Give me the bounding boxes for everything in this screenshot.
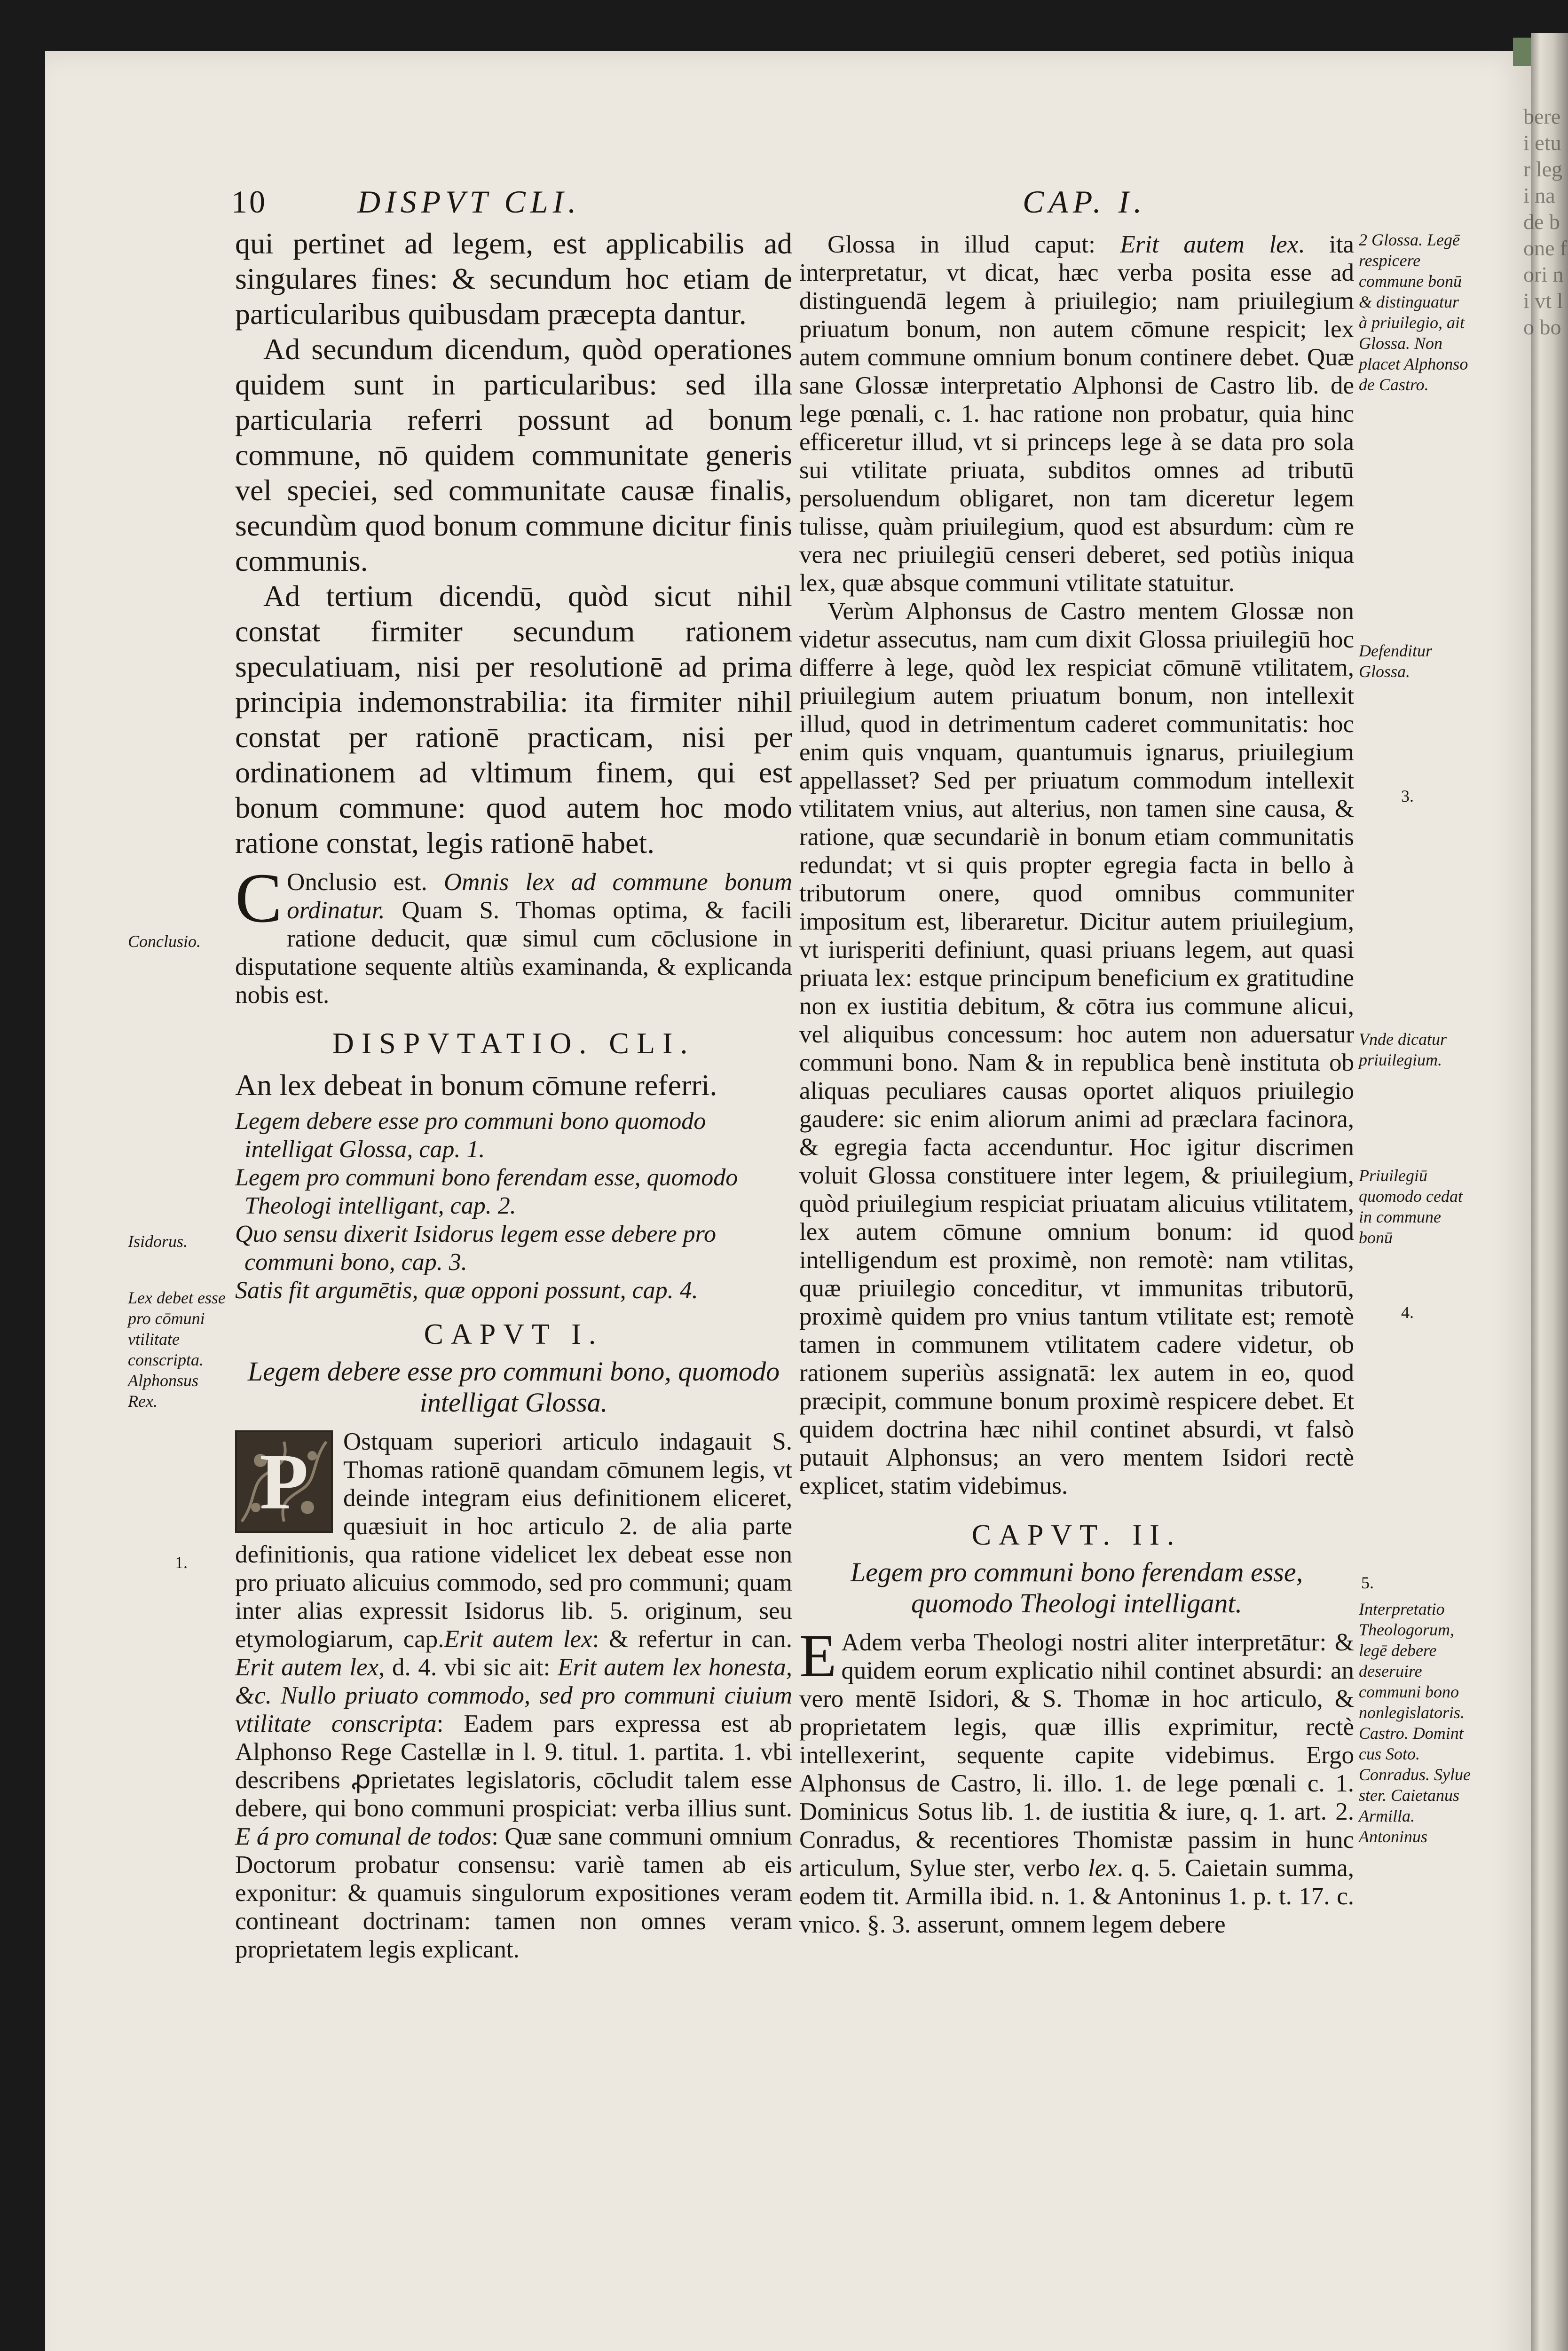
caput-subtitle: Legem debere esse pro communi bono, quomodo intelligat Glossa. [247,1356,780,1418]
ornamental-initial [235,1430,333,1533]
text-italic: lex [1087,1854,1117,1882]
text-italic: E á pro comunal de todos [235,1823,492,1850]
text-italic: Erit autem lex [444,1625,592,1653]
toc-item: Legem pro communi bono ferendam esse, quomodo Theologi intelligant, cap. 2. [235,1164,738,1219]
text-italic: Erit autem lex honesta, &c. Nullo priuato commodo, sed pro communi ciuium vtilitate conscripta [235,1654,792,1737]
next-page-edge-text: bere i etur legi na de bone fori ni vt lo bo [1523,104,1568,339]
left-column [235,226,792,1964]
margin-note: Defenditur Glossa. [1359,641,1432,681]
caput-title: CAPVT I. [424,1318,604,1350]
paragraph: Ad secundum dicendum, quòd operationes quidem sunt in particularibus: sed illa particularia referri possunt ad bonum commune, nō quidem communitate generis vel speciei, sed communitate causæ finalis, secundùm quod bonum commune dicitur finis communis. [235,332,792,577]
running-head-left: DISPVT CLI. [357,184,581,220]
paragraph: Verùm Alphonsus de Castro mentem Glossæ non videtur assecutus, nam cum dixit Glossa priuilegiū hoc differre à lege, quòd lex respiciat cōmunē vtilitatem, priuilegium autem priuatum bonum, non intellexit illud, quod in detrimentum caderet communitatis: hoc enim quis vnquam, quantumuis ignarus, priuilegium appellasset? Sed per priuatum commodum intellexit vtilitatem vnius, aut alterius, non tamen sine causa, & ratione, quæ secundariè in bonum etiam communitatis redundat; vt si quis propter egregia facta in bello à tributorum onere, quod omnibus communiter impositum est, liberaretur. Dicitur autem priuilegium, vt iurisperiti definiunt, quasi priuans legem, aut quasi priuata lex: estque principum beneficium ex gratitudine non ex iustitia debitum, & cōtra ius commune alicui, vel aliquibus concessum: hoc autem non aduersatur communi bono. Nam & in republica benè instituta ob aliquas peculiares causas oportet aliquos priuilegio gaudere: sic enim aliorum animi ad præclara facinora, & egregia facta accenduntur. Hoc igitur discrimen voluit Glossa constituere inter legem, & priuilegium, quòd priuilegium respiciat priuatam alicuius vtilitatem, lex autem cōmune omnium bonum: id quod intelligendum est proximè, non remotè: nam vtilitas, quæ priuilegio conceditur, vt immunitas tributorū, proximè quidem pro vnius tantum vtilitate est; remotè tamen in communem vtilitatem cadere videtur, ob rationem superiùs assignatā: lex autem in eo, quod præcipit, commune bonum proximè respicere debet. Et quidem doctrina hæc nihil continet absurdi, vt falsò putauit Alphonsus; an vero mentem Isidori rectè explicet, statim videbimus. [799,598,1354,1499]
color-calibration-strip [1513,38,1532,66]
text: . q. 5. Caietain summa, eodem tit. Armilla ibid. n. 1. & Antoninus 1. p. t. 17. c. vnico. §. 3. asserunt, omnem legem debere [799,1854,1355,1938]
text: Adem verba Theologi nostri aliter interpretātur: & quidem eorum explicatio nihil continet absurdi: an vero mentē Isidori, & S. Thomæ in hoc articulo, & proprietatem legis, quæ illis exprimitur, rectè intellexerint, sequente capite videbimus. Ergo Alphonsus de Castro, li. illo. 1. de lege pœnali c. 1. Dominicus Sotus lib. 1. de iustitia & iure, q. 1. art. 2. Conradus, & recentiores Thomistæ passim in hunc articulum, Sylue ster, verbo [799,1629,1354,1882]
conclusio-paragraph [235,859,793,1009]
toc-item: Quo sensu dixerit Isidorus legem esse debere pro communi bono, cap. 3. [235,1221,716,1276]
disputatio-title: DISPVTATIO. CLI. [332,1026,695,1060]
paragraph [799,1622,1355,1939]
text: Quam S. Thomas optima, & facili ratione deducit, quæ simul cum cōclusione in disputatione sequente altiùs examinanda, & explicanda nobis est. [235,897,792,1009]
margin-number: 1. [175,1553,188,1572]
paragraph: Ad tertium dicendū, quòd sicut nihil constat firmiter secundum rationem speculatiuam, nisi per resolutionē ad prima principia indemonstrabilia: ita firmiter nihil constat per rationē practicam, nisi per ordinationem ad vltimum finem, qui est bonum commune: quod autem hoc modo ratione constat, legis rationē habet. [235,579,792,860]
drop-cap: E [799,1622,837,1690]
paragraph [235,1428,792,1964]
toc-item: Legem debere esse pro communi bono quomodo intelligat Glossa, cap. 1. [235,1108,706,1163]
text-italic: Erit autem lex [1120,231,1299,258]
margin-note: Priuilegiū quomodo cedat in commune bonū [1359,1166,1463,1247]
text: , d. 4. vbi sic ait: [378,1654,551,1681]
drop-cap: C [235,859,283,937]
text: Ostquam superiori articulo indagauit S. Thomas rationē quandam cōmunem legis, vt deinde integram eius definitionem eliceret, quæsiuit in hoc articulo 2. de alia parte definitionis, qua ratione videlicet lex debeat esse non pro priuato alicuius commodo, sed pro communi; quam inter alias expressit Isidorus lib. 5. originum, seu etymologiarum, cap. [235,1428,792,1653]
paragraph [799,230,1354,597]
text: : & refertur in can. [592,1625,793,1653]
margin-note: Isidorus. [128,1232,188,1251]
text-italic: Erit autem lex [235,1654,379,1681]
caput-title: CAPVT. II. [971,1519,1182,1551]
text: Onclusio est. [287,868,427,896]
text: : Quæ sane communi omnium Doctorum probatur consensu: variè tamen ab eis exponitur: & quamuis singulorum expositiones veram contineant doctrinam: tamen non omnes veram proprietatem legis explicant. [235,1823,792,1963]
text: . ita interpretatur, vt dicat, hæc verba posita esse ad distinguendā legem à priuilegio; nam priuilegium priuatum bonum, non autem cōmune respicit; lex autem commune omnium bonum continere debet. Quæ sane Glossæ interpretatio Alphonsi de Castro lib. de lege pœnali, c. 1. hac ratione non probatur, quia hinc efficeretur illud, vt si princeps lege à se data pro sola sui vtilitate priuata, subditos omnes ad tributū persoluendum obligaret, non tam diceretur legem tulisse, quàm priuilegium, quod est absurdum: cùm re vera nec priuilegiū censeri deberet, sed potiùs iniqua lex, quæ absque communi vtilitate statuitur. [799,231,1354,597]
disputatio-subtitle: An lex debeat in bonum cōmune referri. [235,1068,717,1102]
ornament-letter: P [260,1437,308,1526]
margin-note: Lex debet esse pro cōmuni vtilitate conscripta. Alphonsus Rex. [128,1288,226,1411]
margin-number: 3. [1401,787,1414,805]
paragraph: qui pertinet ad legem, est applicabilis ad singulares fines: & secundum hoc etiam de particularibus quibusdam præcepta dantur. [235,227,792,331]
toc-item: Satis fit argumētis, quæ opponi possunt, cap. 4. [235,1277,698,1304]
right-column [799,230,1354,1939]
margin-number: 5. [1361,1573,1374,1592]
margin-number: 4. [1401,1303,1414,1322]
text: : Eadem pars expressa est ab Alphonso Rege Castellæ in l. 9. titul. 1. partita. 1. vbi describens ꝓprietates legislatoris, cōcludit talem esse debere, qui bono communi prospiciat: verba illius sunt. [235,1710,792,1822]
margin-note: 2 Glossa. Legē respicere commune bonū & distinguatur à priuilegio, ait Glossa. Non placet Alphonso de Castro. [1359,230,1468,394]
margin-note: Vnde dicatur priuilegium. [1359,1030,1447,1069]
running-head-right: CAP. I. [1023,184,1147,220]
text: Glossa in illud caput: [827,231,1095,258]
text-italic: Omnis lex ad commune bonum ordinatur. [287,868,793,924]
caput-subtitle: Legem pro communi bono ferendam esse, quomodo Theologi intelligant. [850,1557,1303,1618]
margin-note: Interpretatio Theologorum, legē debere deseruire communi bono nonlegislatoris. Castro. Domint cus Soto. Conradus. Sylue ster. Caietanus Armilla. Antoninus [1359,1600,1471,1846]
margin-note: Conclusio. [128,932,201,951]
page-number: 10 [231,184,267,220]
